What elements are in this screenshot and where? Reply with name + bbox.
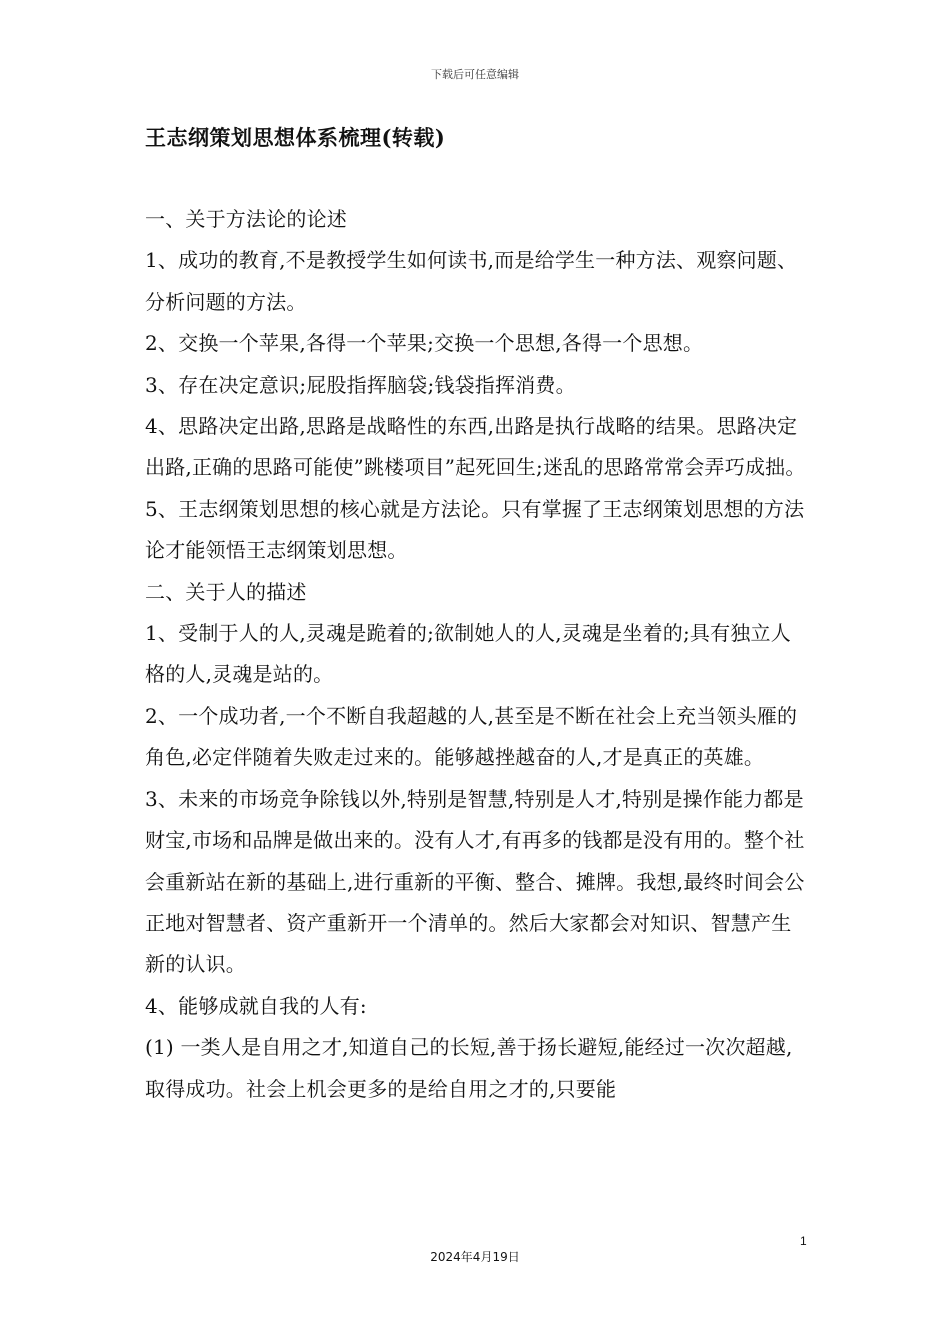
paragraph: 4、思路决定出路,思路是战略性的东西,出路是执行战略的结果。思路决定出路,正确的思路可能使”跳楼项目”起死回生;迷乱的思路常常会弄巧成拙。 [145,414,806,480]
document-title: 王志纲策划思想体系梳理(转载) [145,125,446,150]
section-heading: 二、关于人的描述 [145,579,307,604]
paragraph: 1、成功的教育,不是教授学生如何读书,而是给学生一种方法、观察问题、分析问题的方法。 [145,248,798,314]
paragraph: 5、王志纲策划思想的核心就是方法论。只有掌握了王志纲策划思想的方法论才能领悟王志纲策划思想。 [145,496,805,563]
header-note: 下载后可任意编辑 [431,68,519,81]
paragraph: 4、能够成就自我的人有: [145,993,367,1018]
paragraph: 1、受制于人的人,灵魂是跪着的;欲制她人的人,灵魂是坐着的;具有独立人格的人,灵魂是站的。 [145,621,791,687]
paragraph: 2、一个成功者,一个不断自我超越的人,甚至是不断在社会上充当领头雁的角色,必定伴随着失败走过来的。能够越挫越奋的人,才是真正的英雄。 [145,703,798,770]
document-body [145,199,810,1110]
footer-date: 2024年4月19日 [430,1250,520,1264]
paragraph: 3、未来的市场竞争除钱以外,特别是智慧,特别是人才,特别是操作能力都是财宝,市场和品牌是做出来的。没有人才,有再多的钱都是没有用的。整个社会重新站在新的基础上,进行重新的平衡、整合、摊牌。我想,最终时间会公正地对智慧者、资产重新开一个清单的。然后大家都会对知识、智慧产生新的认识。 [145,786,805,977]
paragraph: 2、交换一个苹果,各得一个苹果;交换一个思想,各得一个思想。 [145,331,704,356]
paragraph: 3、存在决定意识;屁股指挥脑袋;钱袋指挥消费。 [145,372,576,397]
paragraph: (1) 一类人是自用之才,知道自己的长短,善于扬长避短,能经过一次次超越,取得成功。社会上机会更多的是给自用之才的,只要能 [145,1035,793,1101]
section-heading: 一、关于方法论的论述 [145,207,347,231]
page-number: 1 [800,1234,807,1248]
